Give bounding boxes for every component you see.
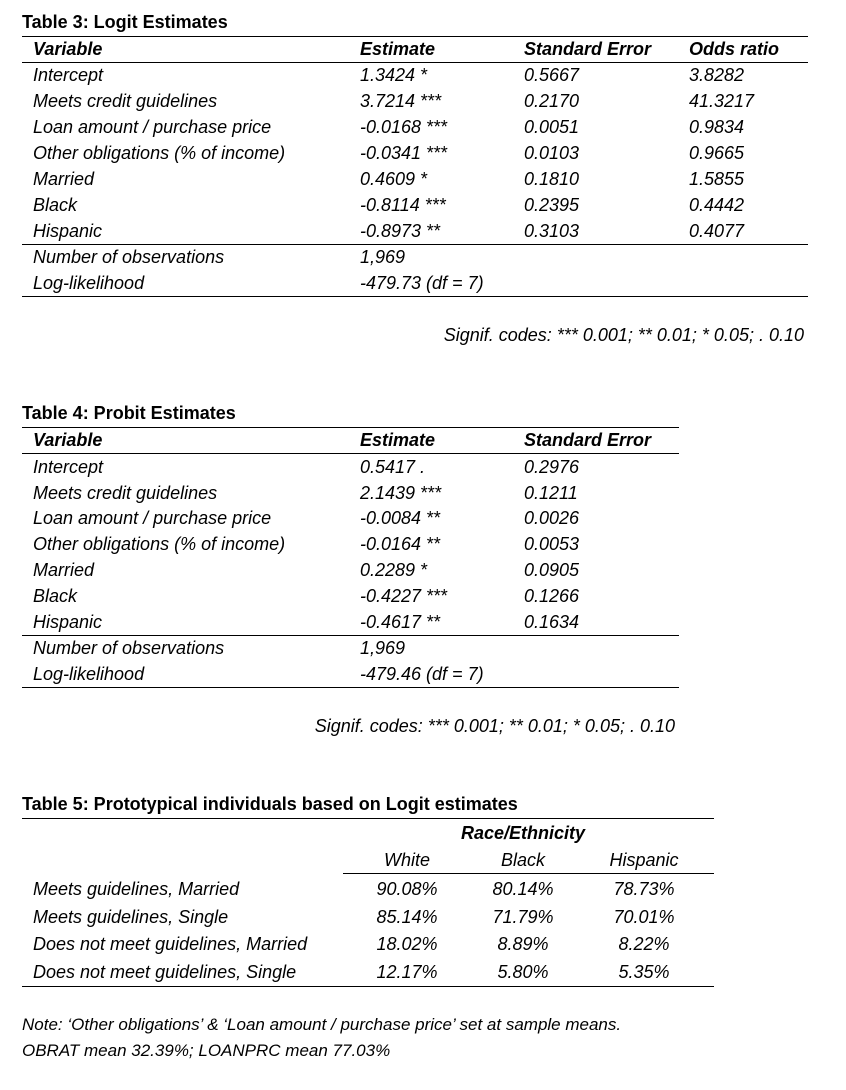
table4-footer-value: -479.46 (df = 7): [360, 664, 484, 684]
table3-stderr: 0.1810: [524, 169, 580, 189]
table5-profile: Meets guidelines, Single: [33, 907, 229, 927]
table5-hispanic-value: 78.73%: [613, 879, 675, 899]
table5-profile: Does not meet guidelines, Married: [33, 934, 308, 954]
table3-estimate: 1.3424 *: [360, 65, 428, 85]
table4-variable: Black: [33, 586, 78, 606]
table3-header-estimate: Estimate: [360, 39, 436, 59]
table3-signif-codes: Signif. codes: *** 0.001; ** 0.01; * 0.05; . 0.10: [443, 325, 804, 345]
table3-header-stderr: Standard Error: [524, 39, 652, 59]
table5-black-value: 5.80%: [497, 962, 549, 982]
table4-header-estimate: Estimate: [360, 430, 436, 450]
table4-header-stderr: Standard Error: [524, 430, 652, 450]
table3-header-rule: [22, 62, 808, 63]
table3-bottom-rule: [22, 296, 808, 297]
table3-stderr: 0.5667: [524, 65, 580, 85]
table5-bottom-rule: [22, 986, 714, 987]
table3-title: Table 3: Logit Estimates: [22, 12, 228, 32]
table3-estimate: -0.8114 ***: [360, 195, 446, 215]
table4-footer-value: 1,969: [360, 638, 406, 658]
table5-black-value: 71.79%: [492, 907, 554, 927]
table4-variable: Loan amount / purchase price: [33, 508, 272, 528]
table3-stderr: 0.0103: [524, 143, 580, 163]
table4-stderr: 0.2976: [524, 457, 580, 477]
table4-variable: Hispanic: [33, 612, 103, 632]
table3-header-variable: Variable: [33, 39, 103, 59]
table3-top-rule: [22, 36, 808, 37]
table3-footer-label: Number of observations: [33, 247, 225, 267]
table4-stderr: 0.0026: [524, 508, 580, 528]
table3-variable: Intercept: [33, 65, 104, 85]
table4-estimate: -0.0164 **: [360, 534, 441, 554]
table5-white-value: 18.02%: [376, 934, 438, 954]
table4-estimate: -0.4617 **: [360, 612, 441, 632]
table4-top-rule: [22, 427, 679, 428]
table3-variable: Black: [33, 195, 78, 215]
table4-estimate: -0.4227 ***: [360, 586, 448, 606]
table3-odds: 0.4077: [689, 221, 745, 241]
note-line-2: OBRAT mean 32.39%; LOANPRC mean 77.03%: [22, 1041, 391, 1060]
table5-header-rule: [343, 873, 714, 874]
table4-signif-codes: Signif. codes: *** 0.001; ** 0.01; * 0.05; . 0.10: [314, 716, 675, 736]
table4-variable: Married: [33, 560, 95, 580]
table4-estimate: -0.0084 **: [360, 508, 441, 528]
table4-variable: Other obligations (% of income): [33, 534, 286, 554]
table5-header-white: White: [383, 850, 430, 870]
table5-header-black: Black: [500, 850, 545, 870]
table4-variable: Intercept: [33, 457, 104, 477]
table3-estimate: -0.0341 ***: [360, 143, 448, 163]
table5-hispanic-value: 5.35%: [618, 962, 670, 982]
table3-stderr: 0.0051: [524, 117, 580, 137]
table3-header-odds: Odds ratio: [689, 39, 780, 59]
table5-top-rule: [22, 818, 714, 819]
table3-footer-label: Log-likelihood: [33, 273, 145, 293]
table3-odds: 0.4442: [689, 195, 745, 215]
table3-body-rule: [22, 244, 808, 245]
table4-header-variable: Variable: [33, 430, 103, 450]
table3-variable: Loan amount / purchase price: [33, 117, 272, 137]
table3-estimate: 3.7214 ***: [360, 91, 442, 111]
table5-hispanic-value: 8.22%: [618, 934, 670, 954]
table3-estimate: -0.8973 **: [360, 221, 441, 241]
table3-stderr: 0.2170: [524, 91, 580, 111]
table4-stderr: 0.0053: [524, 534, 580, 554]
table5-black-value: 80.14%: [492, 879, 554, 899]
table3-variable: Married: [33, 169, 95, 189]
table3-odds: 3.8282: [689, 65, 745, 85]
table4-estimate: 2.1439 ***: [360, 483, 442, 503]
table5-profile: Does not meet guidelines, Single: [33, 962, 297, 982]
table4-stderr: 0.1266: [524, 586, 580, 606]
table4-estimate: 0.5417 .: [360, 457, 426, 477]
table3-stderr: 0.3103: [524, 221, 580, 241]
table5-group-header: Race/Ethnicity: [460, 823, 586, 843]
table3-footer-value: 1,969: [360, 247, 406, 267]
table3-variable: Other obligations (% of income): [33, 143, 286, 163]
table3-variable: Hispanic: [33, 221, 103, 241]
table4-estimate: 0.2289 *: [360, 560, 428, 580]
table3-estimate: 0.4609 *: [360, 169, 428, 189]
table5-profile: Meets guidelines, Married: [33, 879, 240, 899]
table3-odds: 1.5855: [689, 169, 745, 189]
table5-title: Table 5: Prototypical individuals based on Logit estimates: [22, 794, 518, 814]
table5-hispanic-value: 70.01%: [613, 907, 675, 927]
table3-footer-value: -479.73 (df = 7): [360, 273, 484, 293]
table3-stderr: 0.2395: [524, 195, 580, 215]
table4-body-rule: [22, 635, 679, 636]
table3-estimate: -0.0168 ***: [360, 117, 448, 137]
table4-header-rule: [22, 453, 679, 454]
note-line-1: Note: ‘Other obligations’ & ‘Loan amount / purchase price’ set at sample means.: [22, 1015, 622, 1034]
table5-white-value: 12.17%: [376, 962, 438, 982]
table4-bottom-rule: [22, 687, 679, 688]
table4-variable: Meets credit guidelines: [33, 483, 218, 503]
table4-stderr: 0.1211: [524, 483, 578, 503]
table4-footer-label: Number of observations: [33, 638, 225, 658]
table4-stderr: 0.0905: [524, 560, 580, 580]
table3-odds: 0.9665: [689, 143, 745, 163]
table3-odds: 0.9834: [689, 117, 745, 137]
table5-white-value: 85.14%: [376, 907, 438, 927]
table5-black-value: 8.89%: [497, 934, 549, 954]
table3-odds: 41.3217: [689, 91, 755, 111]
table4-title: Table 4: Probit Estimates: [22, 403, 236, 423]
table5-white-value: 90.08%: [376, 879, 438, 899]
table3-variable: Meets credit guidelines: [33, 91, 218, 111]
table4-footer-label: Log-likelihood: [33, 664, 145, 684]
table4-stderr: 0.1634: [524, 612, 580, 632]
table5-header-hispanic: Hispanic: [609, 850, 679, 870]
